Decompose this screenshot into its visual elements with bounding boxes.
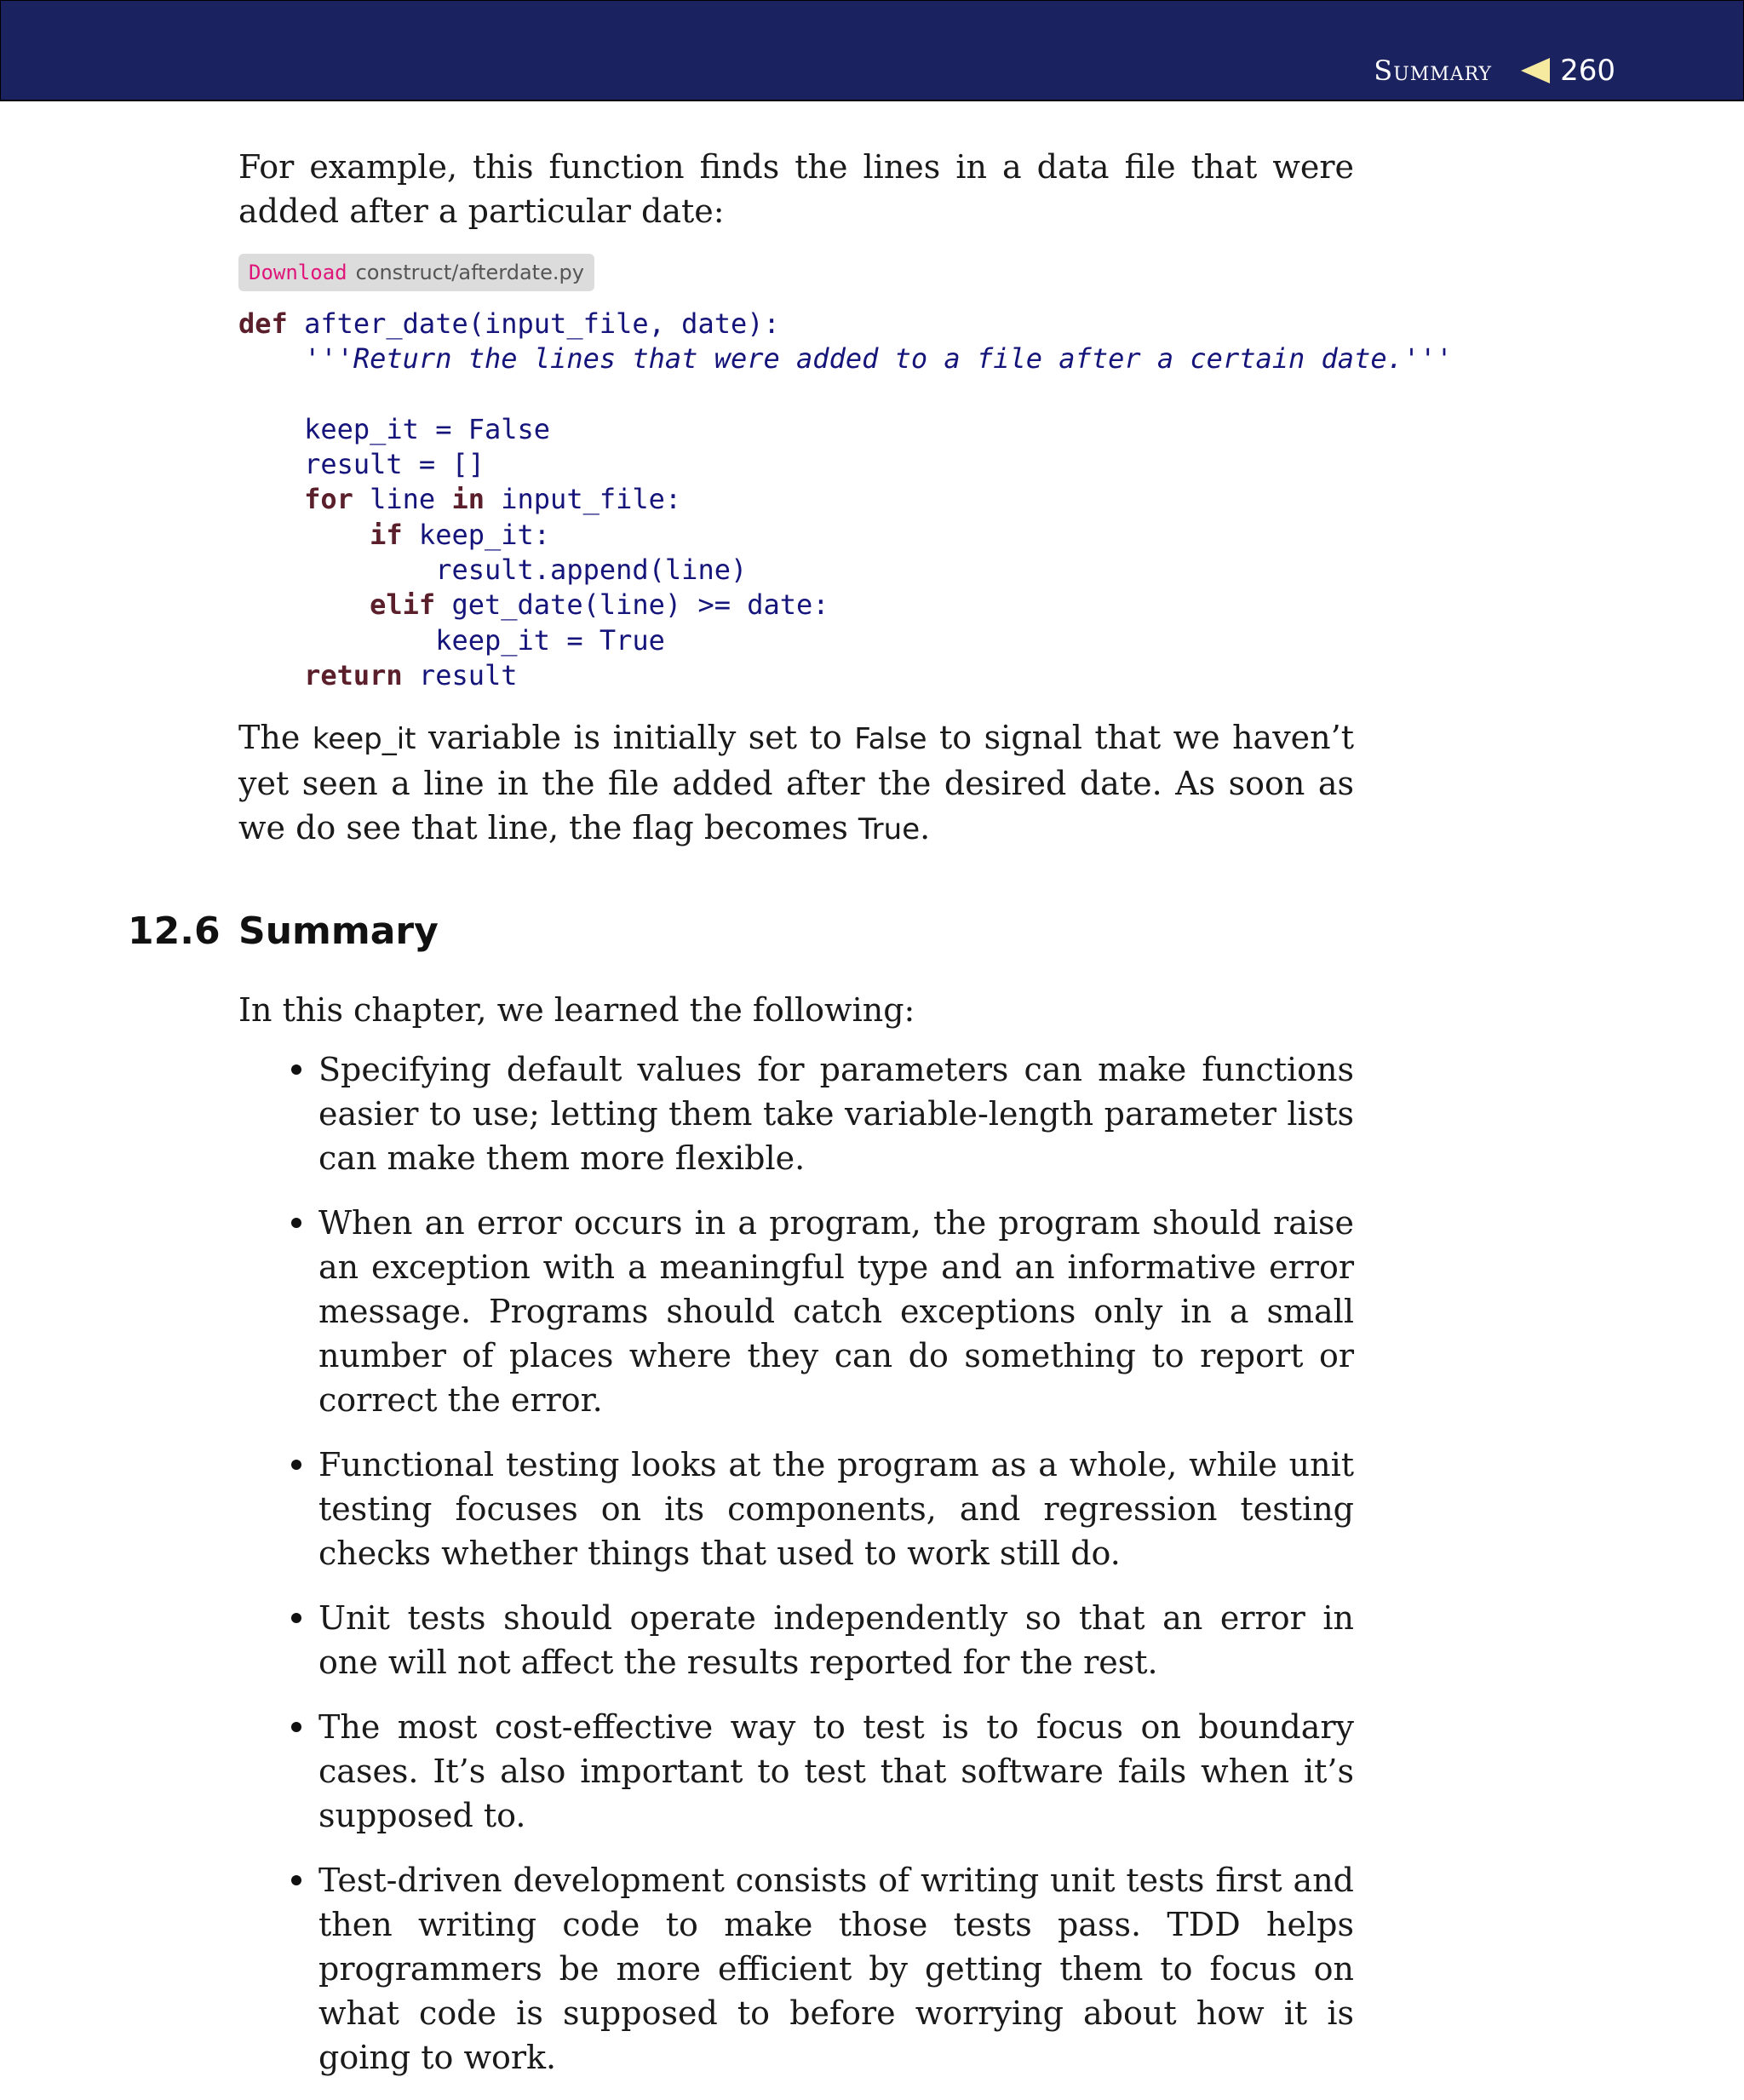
code-token [238,659,304,691]
code-line [238,342,1453,375]
section-number: 12.6 [128,909,221,953]
bullet-icon [291,1875,301,1885]
download-label: Download [249,261,347,284]
bullet-icon [291,1613,301,1623]
code-token: after_date(input_file, date): [287,307,780,340]
page-number: 260 [1560,54,1615,88]
inline-code-false: False [854,722,927,757]
summary-list-item [238,1443,1354,1575]
explanation-text: to signal that we haven’t yet seen a line in the file added after the desired date. As soon as we do see that line, the flag becomes [238,719,1354,847]
code-token [238,519,370,551]
code-line [238,588,829,621]
code-line [238,483,681,515]
summary-list-item [238,1858,1354,2080]
code-token [238,483,304,515]
code-token [238,588,370,621]
summary-item-text: When an error occurs in a program, the program should raise an exception with a meaningful type and an informative error message. Programs should catch exceptions only in a small number of places where they can do something to report or correct the error. [318,1204,1354,1419]
code-keyword: for [304,483,353,516]
summary-block [238,988,1354,2100]
code-line [238,413,550,445]
code-line [238,554,747,586]
download-link[interactable] [238,254,594,291]
header-nav [1374,54,1615,88]
code-token: result [402,658,518,691]
code-docstring: '''Return the lines that were added to a file after a certain date.''' [304,342,1453,376]
code-line [238,448,485,480]
code-keyword: def [238,307,288,340]
bullet-icon [291,1722,301,1732]
summary-list-item [238,1705,1354,1838]
summary-item-text: Test-driven development consists of writing unit tests first and then writing code to make those tests pass. TDD helps programmers be more efficient by getting them to focus on what code is supposed to before worrying about how it is going to work. [318,1862,1354,2076]
explanation-text: The [238,719,313,757]
explanation-text: variable is initially set to [416,719,855,757]
code-keyword: in [451,483,485,516]
intro-paragraph: For example, this function finds the lines in a data file that were added after a particular date: [238,148,1354,230]
code-token: keep_it = False [238,412,551,445]
bullet-icon [291,1218,301,1228]
summary-list-item [238,1047,1354,1180]
code-line [238,307,780,340]
code-token: result = [] [238,448,485,481]
code-keyword: elif [370,588,436,622]
summary-item-text: Functional testing looks at the program as a whole, while unit testing focuses on its components, and regression testing checks whether things that used to work still do. [318,1446,1354,1572]
summary-item-text: The most cost-effective way to test is to focus on boundary cases. It’s also important to test that software fails when it’s supposed to. [318,1708,1354,1834]
code-token: keep_it: [402,518,551,551]
back-arrow-icon[interactable] [1521,58,1550,83]
summary-intro: In this chapter, we learned the following: [238,991,915,1029]
summary-list [238,1047,1354,2080]
section-title: Summary [238,909,439,953]
explanation-paragraph [238,715,1354,852]
inline-code-true: True [858,812,921,847]
code-token: line [353,483,452,516]
bullet-icon [291,1460,301,1470]
code-line [238,519,550,551]
download-path: construct/afterdate.py [355,261,584,284]
code-token: get_date(line) >= date: [435,588,829,622]
code-token [238,342,304,375]
code-keyword: if [370,518,403,551]
code-token: keep_it = True [238,623,665,657]
summary-item-text: Unit tests should operate independently so that an error in one will not affect the results reported for the rest. [318,1599,1354,1681]
code-block [238,307,1453,693]
explanation-text: . [920,809,931,847]
code-keyword: return [304,658,403,691]
running-head: Summary [1374,55,1493,87]
code-token: input_file: [484,483,682,516]
inline-code-keep-it: keep_it [312,722,416,757]
summary-item-text: Specifying default values for parameters can make functions easier to use; letting them take variable-length parameter lists can make them more flexible. [318,1051,1354,1177]
summary-list-item [238,1596,1354,1684]
page-content [238,145,1453,852]
section-heading [128,909,439,953]
bullet-icon [291,1064,301,1075]
code-token: result.append(line) [238,554,748,587]
summary-list-item [238,1201,1354,1422]
header-bar [0,0,1744,101]
code-line [238,659,518,691]
code-line [238,624,665,657]
